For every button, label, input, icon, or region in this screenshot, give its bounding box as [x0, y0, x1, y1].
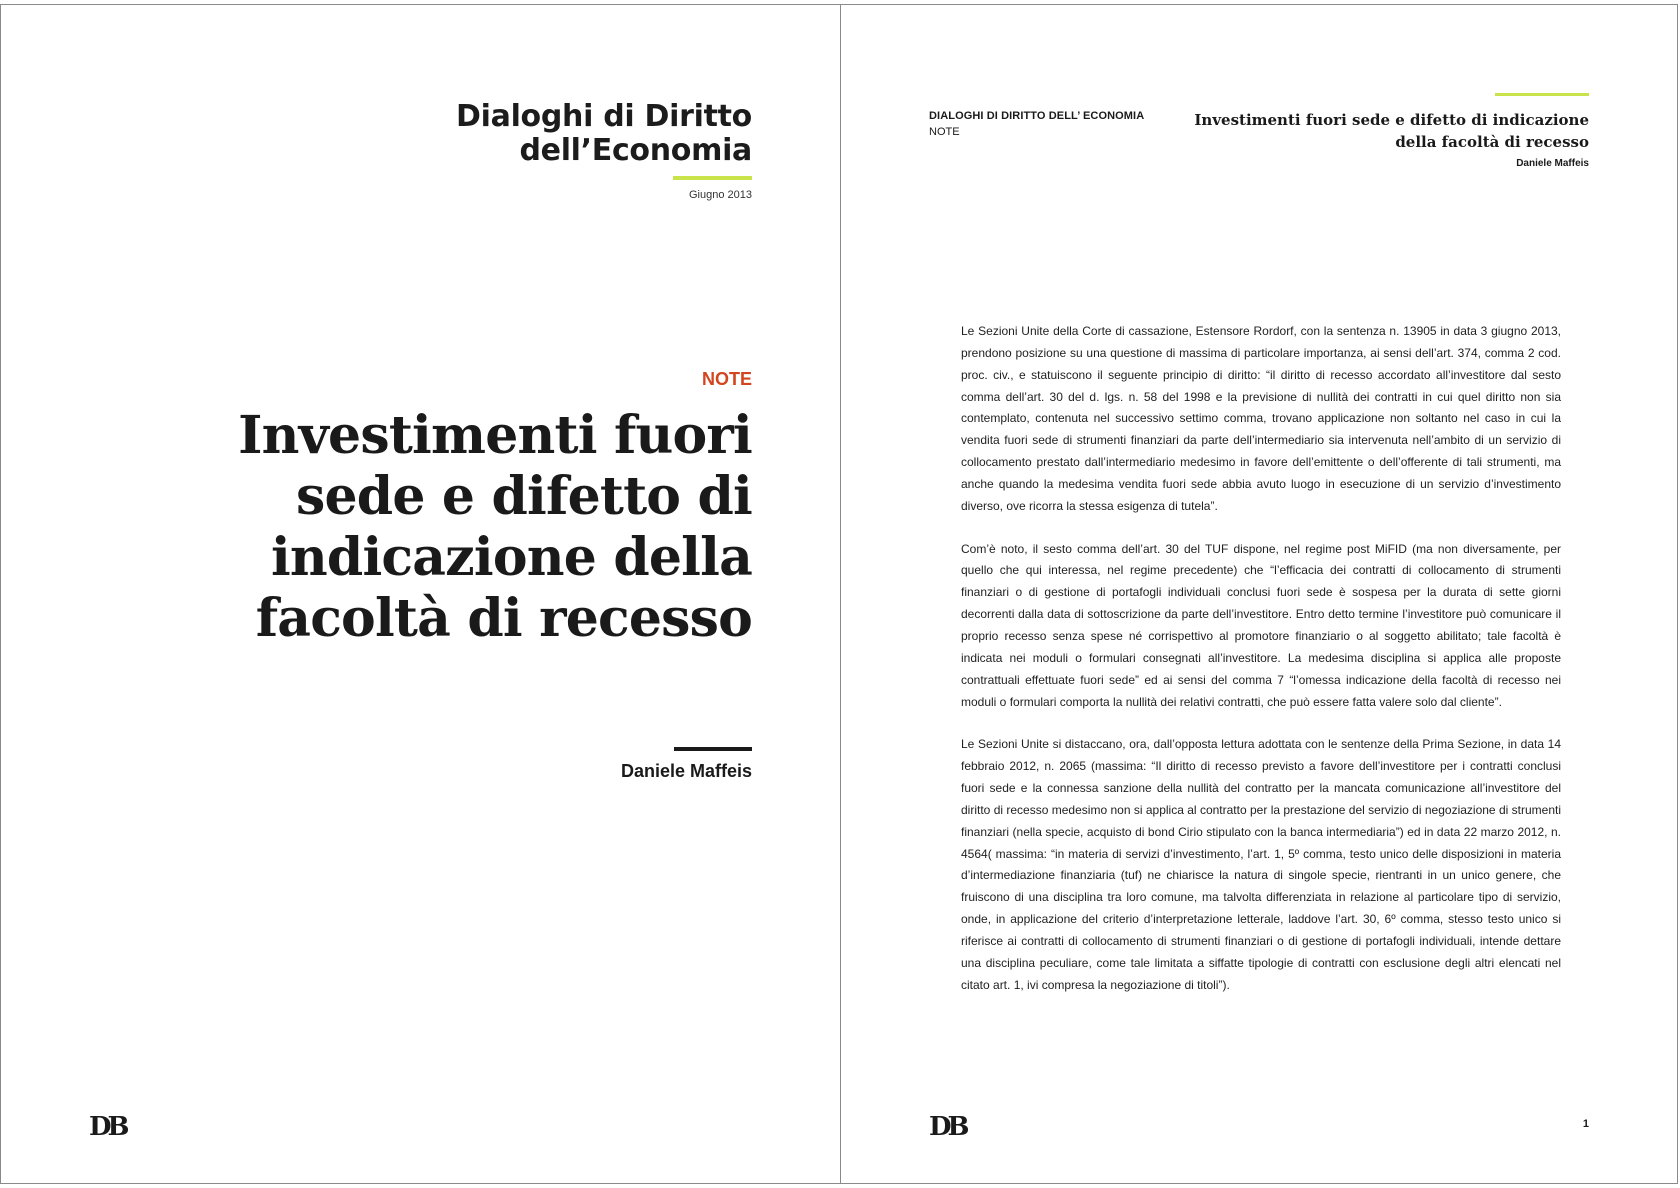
right-page — [840, 4, 1678, 1184]
running-header-section: NOTE — [929, 126, 960, 138]
author-name: Daniele Maffeis — [620, 761, 752, 781]
running-header-title: Investimenti fuori sede e difetto di indicazione della facoltà di recesso — [1194, 111, 1589, 151]
body-paragraph: Com’è noto, il sesto comma dell’art. 30 del TUF dispone, nel regime post MiFID (ma non diversamente, per quello che qui interessa, nel regime precedente) che “l’efficacia dei contratti di collocamento di strumenti finanziari o di gestione di portafogli individuali conclusi fuori sede è sospesa per la durata di sette giorni decorrenti dalla data di sottoscrizione da parte dell’investitore. Entro detto termine l’investitore può comunicare il proprio recesso senza spese né corrispettivo al promotore finanziario o al soggetto abilitato; tale facoltà è indicata nei moduli o formulari consegnati all’investitore. La medesima disciplina si applica alle proposte contrattuali effettuate fuori sede” ed ai sensi del comma 7 “l’omessa indicazione della facoltà di recesso nei moduli o formulari comporta la nullità dei relativi contratti, che può essere fatta valere solo dal cliente”. — [961, 541, 1561, 709]
author-divider — [674, 747, 752, 751]
section-label: NOTE — [701, 369, 752, 389]
running-header-journal: DIALOGHI DI DIRITTO DELL’ ECONOMIA — [929, 110, 1145, 122]
article-title: Investimenti fuori sede e difetto di indicazione della facoltà di recesso — [238, 405, 752, 649]
accent-bar — [1495, 93, 1589, 96]
journal-title: Dialoghi di Diritto dell’Economia — [456, 99, 752, 168]
article-body — [961, 321, 1561, 996]
body-paragraph: Le Sezioni Unite della Corte di cassazione, Estensore Rordorf, con la sentenza n. 13905 in data 3 giugno 2013, prendono posizione su una questione di massima di particolare importanza, ai sensi dell’art. 374, comma 2 cod. proc. civ., e statuiscono il seguente principio di diritto: “il diritto di recesso accordato all’investitore dal sesto comma dell’art. 30 del d. lgs. n. 58 del 1998 e la previsione di nullità dei contratti in cui quel diritto non sia contemplato, contenuta nel successivo settimo comma, trovano applicazione non soltanto nel caso in cui la vendita fuori sede di strumenti finanziari da parte dell’intermediario sia intervenuta nell’ambito di un servizio di collocamento prestato dall’intermediario medesimo in favore dell’emittente o dell’offerente di tali strumenti, ma anche quando la medesima vendita fuori sede abbia avuto luogo in esecuzione di un servizio d’investimento diverso, ove ricorra la stessa esigenza di tutela”. — [961, 324, 1561, 513]
body-paragraph: Le Sezioni Unite si distaccano, ora, dall’opposta lettura adottata con le sentenze della Prima Sezione, in data 14 febbraio 2012, n. 2065 (massima: “Il diritto di recesso previsto a favore dell’investitore per i contratti conclusi fuori sede e la connessa sanzione della nullità del contratto per la mancata comunicazione all’investitore del diritto di recesso medesimo non si applica al contratto per la prestazione del servizio di negoziazione di strumenti finanziari (nella specie, acquisto di bond Cirio stipulato con la banca intermediaria”) ed in data 22 marzo 2012, n. 4564( massima: “in materia di servizi d’investimento, l’art. 1, 5º comma, testo unico delle disposizioni in materia d’intermediazione finanziaria (tuf) ne chiarisce la natura di singole specie, rientranti in un unico genere, che fruiscono di una disciplina tra loro comune, ma talvolta differenziata in relazione al particolare tipo di servizio, onde, in applicazione del criterio d’interpretazione letterale, laddove l’art. 30, 6º comma, stesso testo unico si riferisce ai contratti di collocamento di strumenti finanziari o di gestione di portafogli individuali, intende dettare una disciplina peculiare, come tale limitata a siffatte tipologie di contratti con esclusione degli altri elencati nel citato art. 1, ivi compresa la negoziazione di titoli”). — [961, 737, 1561, 992]
publisher-logo: DB — [929, 1112, 966, 1142]
left-page — [0, 4, 840, 1184]
issue-date: Giugno 2013 — [689, 189, 752, 201]
page-number: 1 — [1582, 1118, 1589, 1130]
publisher-logo: DB — [89, 1112, 126, 1142]
running-header-author: Daniele Maffeis — [1516, 158, 1589, 169]
accent-bar — [673, 176, 752, 180]
